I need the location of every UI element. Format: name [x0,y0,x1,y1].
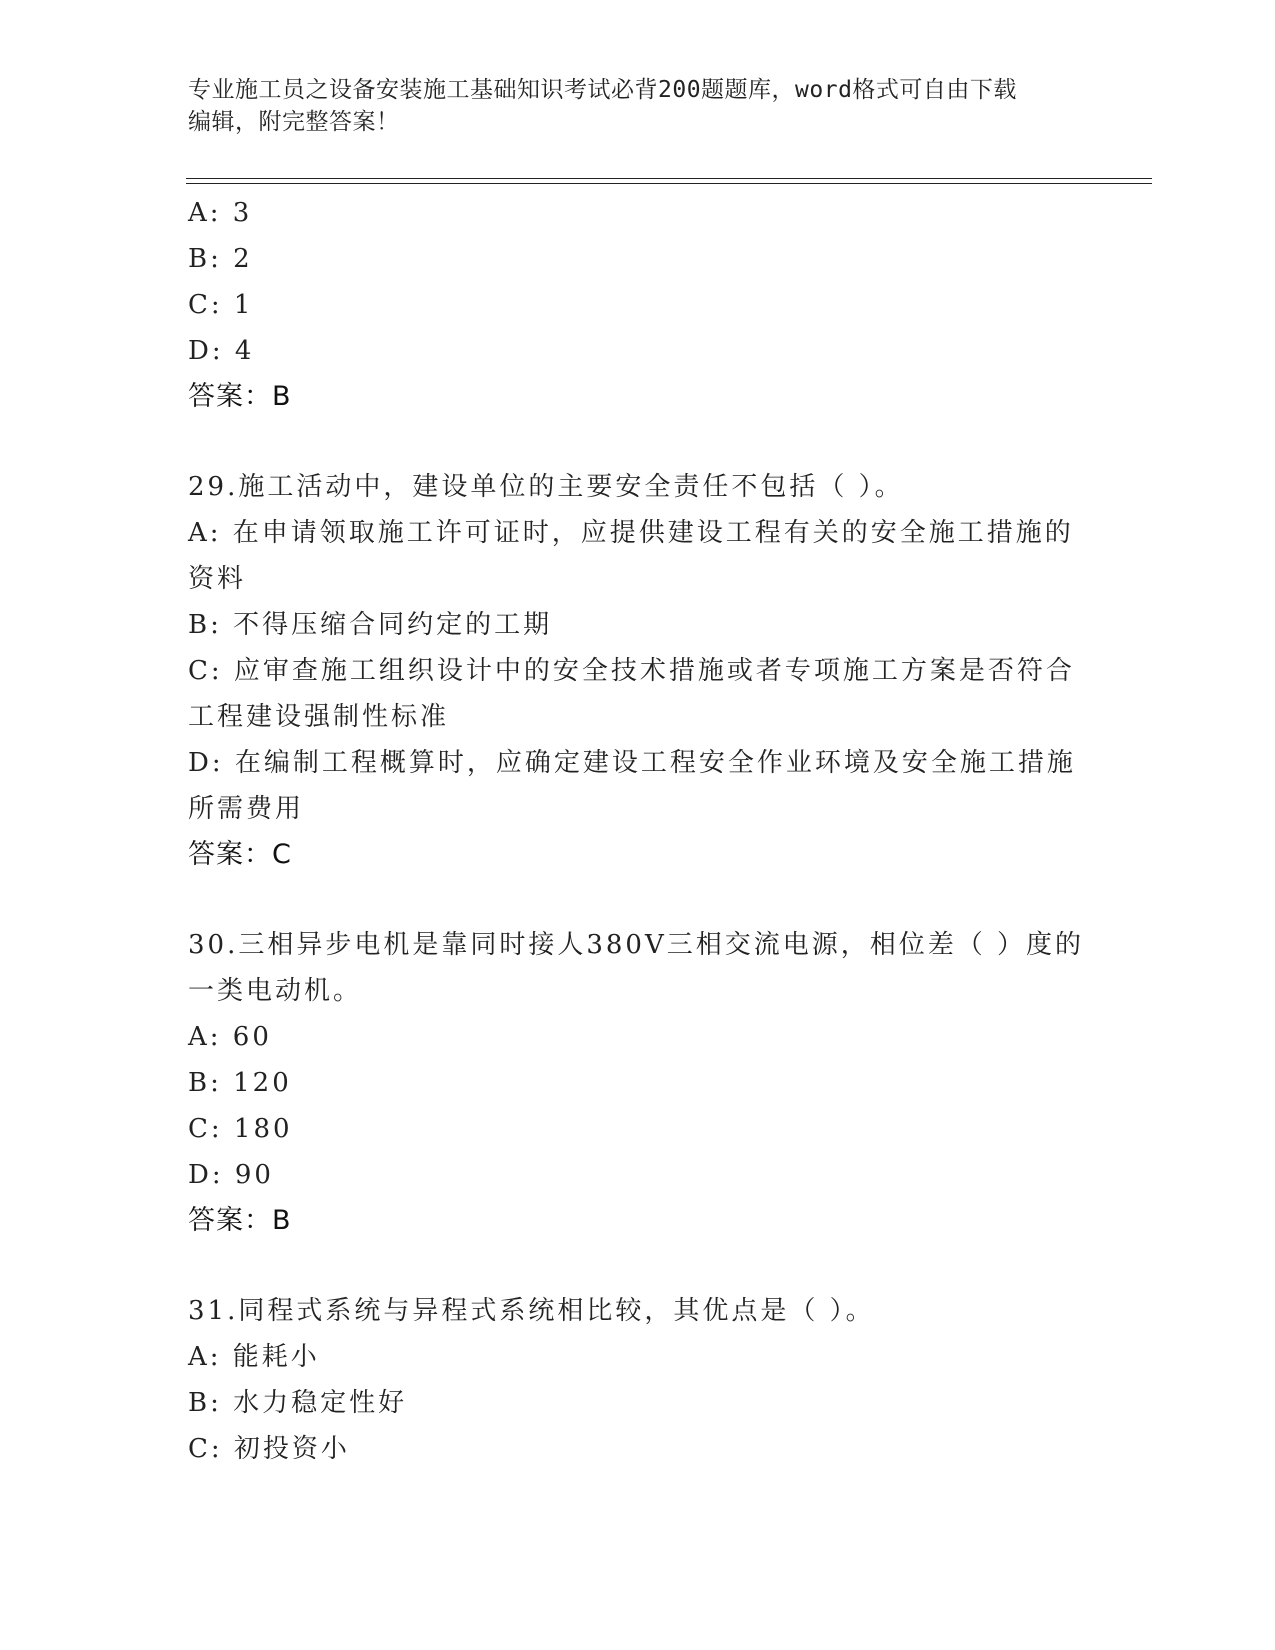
question-stem: 31.同程式系统与异程式系统相比较，其优点是（ ）。 [188,1296,875,1326]
header-line-1: 专业施工员之设备安装施工基础知识考试必背200题题库，word格式可自由下载 [188,77,1017,103]
option-c: C: 180 [188,1114,293,1144]
document-header [188,74,1068,138]
option-a: A: 3 [188,198,253,228]
answer-label: 答案：B [188,381,292,412]
spacer [188,878,1088,922]
option-b: B: 水力稳定性好 [188,1388,408,1418]
option-b: B: 2 [188,244,253,274]
option-d: D: 90 [188,1160,274,1190]
spacer [188,1244,1088,1288]
question-stem: 30.三相异步电机是靠同时接人380V三相交流电源，相位差（ ）度的 [188,930,1085,960]
header-divider-bottom [186,183,1152,184]
answer-label: 答案：B [188,1205,292,1236]
option-c-continued: 工程建设强制性标准 [188,702,450,732]
option-b: B: 不得压缩合同约定的工期 [188,610,553,640]
option-d: D: 在编制工程概算时，应确定建设工程安全作业环境及安全施工措施 [188,748,1076,778]
option-c: C: 初投资小 [188,1434,350,1464]
option-a: A: 能耗小 [188,1342,320,1372]
answer-label: 答案：C [188,839,292,870]
option-a: A: 在申请领取施工许可证时，应提供建设工程有关的安全施工措施的 [188,518,1074,548]
question-stem: 29.施工活动中，建设单位的主要安全责任不包括（ ）。 [188,472,904,502]
option-a: A: 60 [188,1022,272,1052]
option-d-continued: 所需费用 [188,794,305,824]
question-29 [188,464,1088,878]
question-31 [188,1288,1088,1472]
option-c: C: 1 [188,290,254,320]
header-divider-top [186,178,1152,179]
question-stem-continued: 一类电动机。 [188,976,363,1006]
question-28-options [188,190,1088,420]
option-b: B: 120 [188,1068,292,1098]
header-line-2: 编辑，附完整答案！ [188,109,400,135]
option-a-continued: 资料 [188,564,247,594]
question-30 [188,922,1088,1244]
option-c: C: 应审查施工组织设计中的安全技术措施或者专项施工方案是否符合 [188,656,1075,686]
question-content [188,190,1088,1472]
option-d: D: 4 [188,336,255,366]
spacer [188,420,1088,464]
